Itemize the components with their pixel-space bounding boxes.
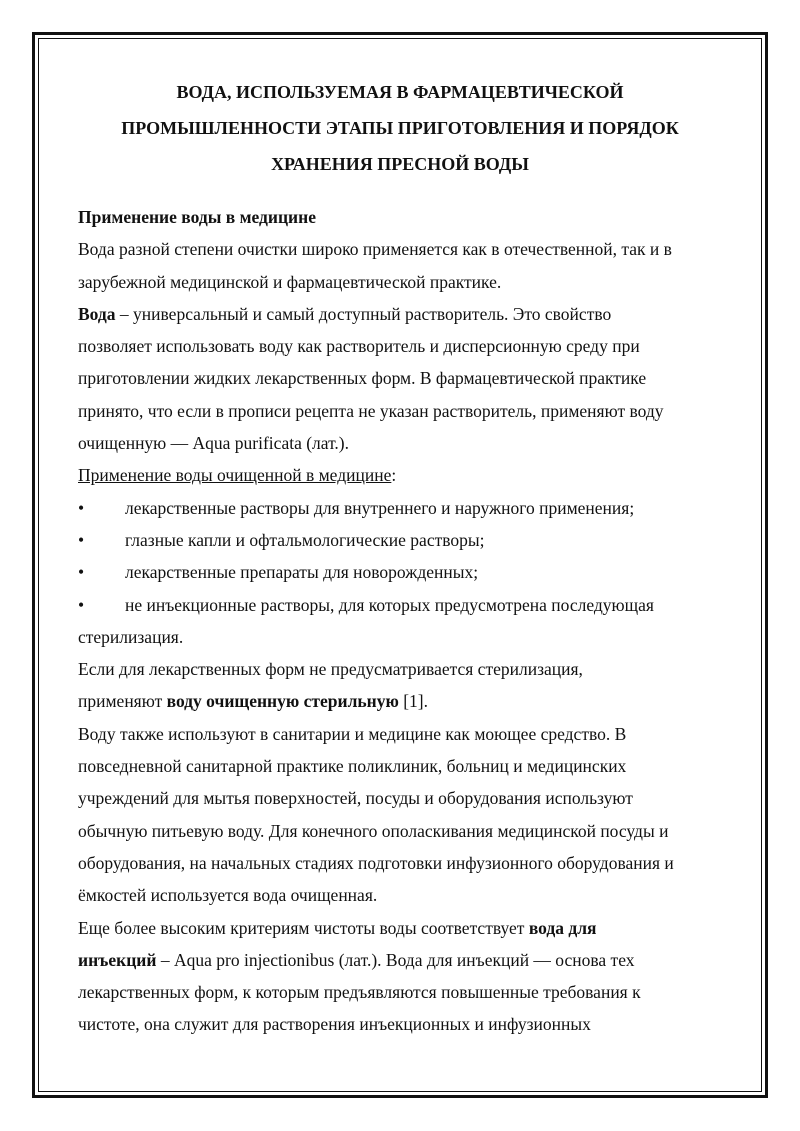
paragraph-line: Если для лекарственных форм не предусматривается стерилизация,	[78, 659, 583, 680]
paragraph-line: инъекций – Aqua pro injectionibus (лат.). Вода для инъекций — основа тех	[78, 949, 635, 970]
list-item: • лекарственные растворы для внутреннего и наружного применения;	[78, 492, 738, 524]
list-item-continuation: стерилизация.	[78, 626, 184, 647]
paragraph-line: очищенную — Aqua purificata (лат.).	[78, 433, 349, 454]
bold-term: Вода	[78, 303, 116, 324]
paragraph-line: Воду также используют в санитарии и медицине как моющее средство. В	[78, 723, 627, 744]
paragraph-line: оборудования, на начальных стадиях подготовки инфузионного оборудования и	[78, 852, 674, 873]
paragraph-line: приготовлении жидких лекарственных форм. В фармацевтической практике	[78, 368, 647, 389]
paragraph-line: лекарственных форм, к которым предъявляются повышенные требования к	[78, 982, 641, 1003]
list-item: • глазные капли и офтальмологические растворы;	[78, 524, 738, 556]
paragraph-line: Вода разной степени очистки широко применяется как в отечественной, так и в	[78, 239, 672, 260]
paragraph-line: зарубежной медицинской и фармацевтической практике.	[78, 271, 502, 292]
section-heading: Применение воды в медицине	[78, 207, 316, 227]
paragraph-line: обычную питьевую воду. Для конечного ополаскивания медицинской посуды и	[78, 820, 669, 841]
bold-term: инъекций	[78, 949, 157, 970]
paragraph-line: ёмкостей используется вода очищенная.	[78, 885, 378, 906]
paragraph-line: чистоте, она служит для растворения инъекционных и инфузионных	[78, 1014, 591, 1035]
title-line: ХРАНЕНИЯ ПРЕСНОЙ ВОДЫ	[271, 154, 529, 174]
citation: [1].	[398, 691, 428, 712]
uses-heading: Применение воды очищенной в медицине:	[78, 465, 397, 486]
title-line: ПРОМЫШЛЕННОСТИ ЭТАПЫ ПРИГОТОВЛЕНИЯ И ПОРЯДОК	[121, 118, 679, 138]
bullet-icon: •	[78, 529, 85, 550]
document-title	[78, 74, 722, 182]
paragraph-line: Еще более высоким критериям чистоты воды соответствует вода для	[78, 917, 597, 938]
paragraph-line: принято, что если в прописи рецепта не указан растворитель, применяют воду	[78, 400, 664, 421]
paragraph-line: повседневной санитарной практике поликлиник, больниц и медицинских	[78, 756, 627, 777]
paragraph-line: позволяет использовать воду как растворитель и дисперсионную среду при	[78, 336, 640, 357]
document-body	[78, 201, 738, 1041]
list-item: • не инъекционные растворы, для которых предусмотрена последующая	[78, 589, 738, 621]
paragraph-line: учреждений для мытья поверхностей, посуды и оборудования используют	[78, 788, 633, 809]
title-line: ВОДА, ИСПОЛЬЗУЕМАЯ В ФАРМАЦЕВТИЧЕСКОЙ	[176, 82, 624, 102]
bold-term: воду очищенную стерильную	[166, 691, 399, 712]
bullet-icon: •	[78, 497, 85, 518]
bullet-icon: •	[78, 562, 85, 583]
bullet-icon: •	[78, 594, 85, 615]
list-item: • лекарственные препараты для новорожденных;	[78, 556, 738, 588]
paragraph-line: Вода – универсальный и самый доступный растворитель. Это свойство	[78, 303, 612, 324]
paragraph-line: применяют воду очищенную стерильную [1].	[78, 691, 428, 712]
bold-term: вода для	[528, 917, 597, 938]
